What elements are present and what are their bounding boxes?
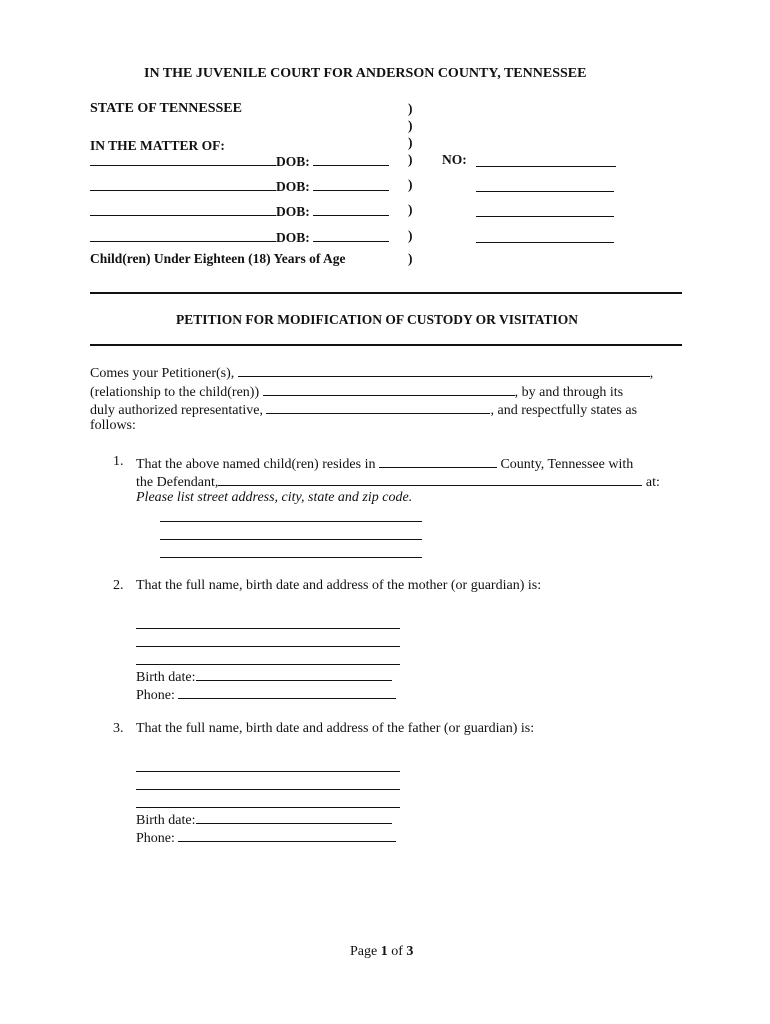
- court-title: IN THE JUVENILE COURT FOR ANDERSON COUNTY, TENNESSEE: [144, 66, 587, 81]
- petition-title: PETITION FOR MODIFICATION OF CUSTODY OR VISITATION: [176, 312, 579, 327]
- address-field-2[interactable]: [160, 539, 422, 540]
- child-row-4: DOB:: [90, 228, 389, 246]
- paren: ): [408, 202, 413, 217]
- child-name-field-3[interactable]: [90, 202, 276, 216]
- child-name-field-2[interactable]: [90, 177, 276, 191]
- address-instruction: Please list street address, city, state and zip code.: [136, 490, 413, 505]
- father-address-field-1[interactable]: [136, 789, 400, 790]
- father-phone-row: Phone:: [136, 828, 396, 847]
- child-dob-field-2[interactable]: [313, 177, 389, 191]
- representative-field[interactable]: [266, 400, 490, 414]
- child-dob-field-1[interactable]: [313, 152, 389, 166]
- matter-of-label: IN THE MATTER OF:: [90, 138, 225, 153]
- item-2-text: That the full name, birth date and address of the mother (or guardian) is:: [136, 578, 542, 593]
- intro-line-2: (relationship to the child(ren)) , by and through its: [90, 382, 623, 401]
- item-1-line-2: the Defendant, at:: [136, 472, 660, 491]
- item-1-line-1: That the above named child(ren) resides in County, Tennessee with: [136, 454, 633, 473]
- paren: ): [408, 101, 413, 116]
- children-label: Child(ren) Under Eighteen (18) Years of Age: [90, 251, 346, 266]
- mother-birth-date-field[interactable]: [196, 667, 392, 681]
- paren: ): [408, 135, 413, 150]
- child-row-1: DOB:: [90, 152, 389, 170]
- mother-birth-date-row: Birth date:: [136, 667, 392, 686]
- father-name-field[interactable]: [136, 771, 400, 772]
- item-3-text: That the full name, birth date and address of the father (or guardian) is:: [136, 721, 535, 736]
- father-phone-field[interactable]: [178, 828, 396, 842]
- paren: ): [408, 152, 413, 167]
- item-3-number: 3.: [113, 721, 124, 736]
- mother-name-field[interactable]: [136, 628, 400, 629]
- paren: ): [408, 118, 413, 133]
- state-label: STATE OF TENNESSEE: [90, 101, 242, 116]
- father-birth-date-field[interactable]: [196, 810, 392, 824]
- child-dob-field-4[interactable]: [313, 228, 389, 242]
- mother-address-field-1[interactable]: [136, 646, 400, 647]
- child-row-3: DOB:: [90, 202, 389, 220]
- petitioner-name-field[interactable]: [238, 363, 650, 377]
- intro-line-3: duly authorized representative, , and respectfully states as: [90, 400, 637, 419]
- item-2-number: 2.: [113, 578, 124, 593]
- mother-phone-field[interactable]: [178, 685, 396, 699]
- case-no-field-1[interactable]: [476, 166, 616, 167]
- child-name-field-1[interactable]: [90, 152, 276, 166]
- title-rule-bottom: [90, 344, 682, 346]
- paren: ): [408, 251, 413, 266]
- address-field-3[interactable]: [160, 557, 422, 558]
- paren: ): [408, 177, 413, 192]
- relationship-field[interactable]: [263, 382, 515, 396]
- title-rule-top: [90, 292, 682, 294]
- paren: ): [408, 228, 413, 243]
- case-no-field-2[interactable]: [476, 191, 614, 192]
- mother-address-field-2[interactable]: [136, 664, 400, 665]
- item-1-number: 1.: [113, 454, 124, 469]
- county-field[interactable]: [379, 454, 497, 468]
- child-name-field-4[interactable]: [90, 228, 276, 242]
- father-address-field-2[interactable]: [136, 807, 400, 808]
- case-no-field-4[interactable]: [476, 242, 614, 243]
- intro-line-4: follows:: [90, 418, 136, 433]
- case-no-field-3[interactable]: [476, 216, 614, 217]
- address-field-1[interactable]: [160, 521, 422, 522]
- mother-phone-row: Phone:: [136, 685, 396, 704]
- child-row-2: DOB:: [90, 177, 389, 195]
- page-number: Page 1 of 3: [350, 944, 414, 959]
- child-dob-field-3[interactable]: [313, 202, 389, 216]
- intro-line-1: Comes your Petitioner(s), ,: [90, 363, 653, 382]
- defendant-field[interactable]: [218, 472, 642, 486]
- case-no-label: NO:: [442, 152, 467, 167]
- father-birth-date-row: Birth date:: [136, 810, 392, 829]
